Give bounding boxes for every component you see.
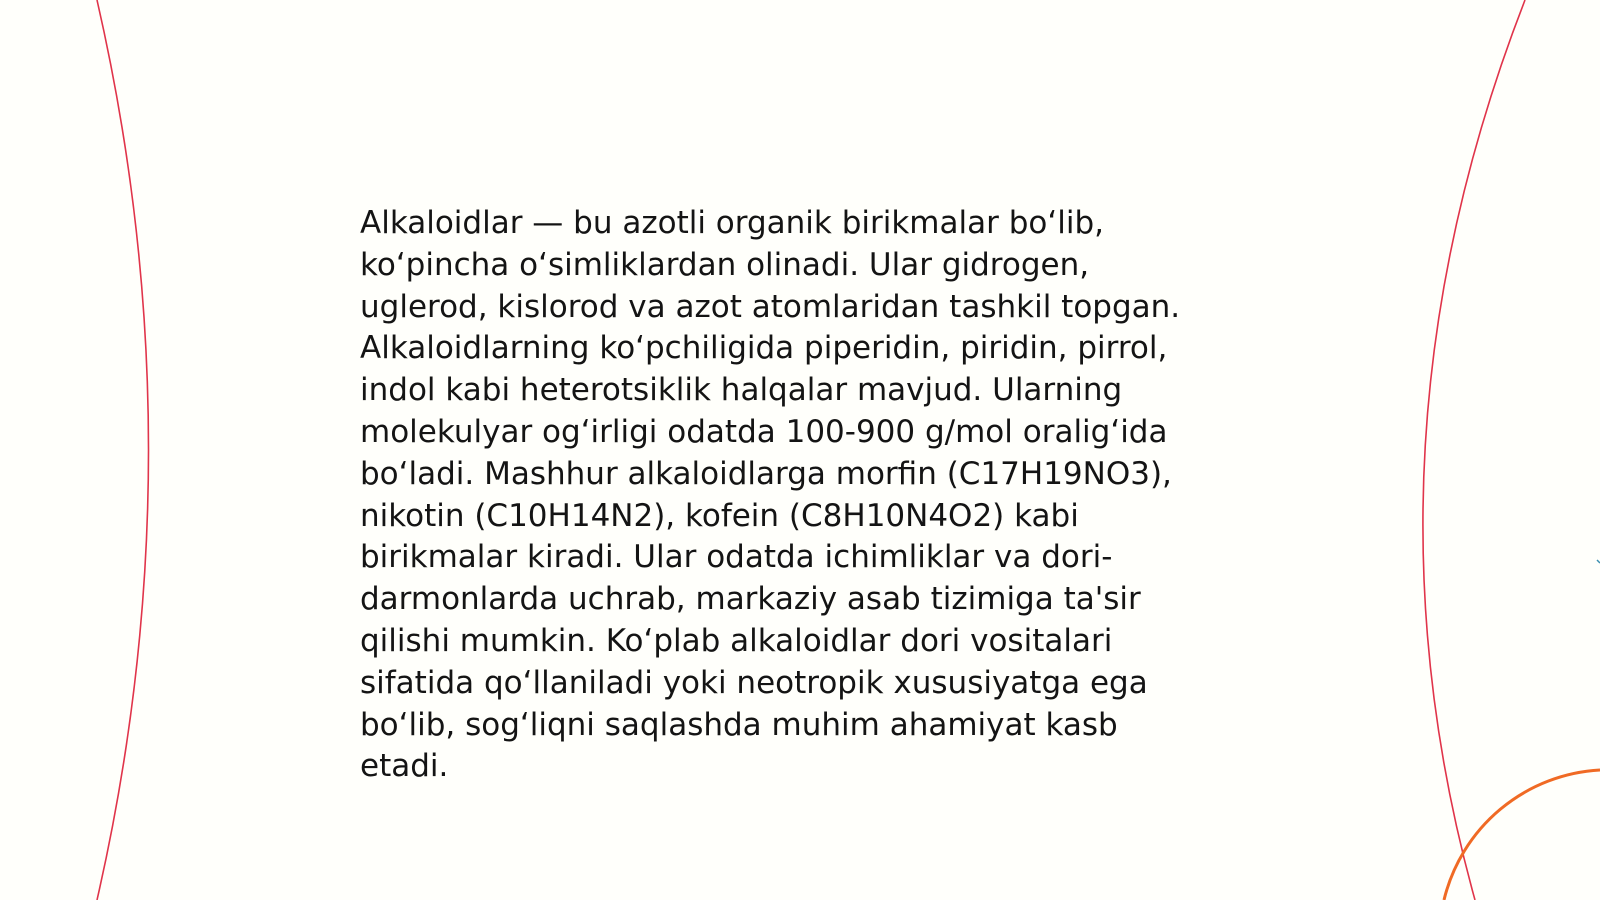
left-decorative-curve bbox=[97, 0, 149, 900]
body-text: Alkaloidlar — bu azotli organik birikmalar bo‘lib, ko‘pincha o‘simliklardan olinadi. Ular gidrogen, uglerod, kislorod va azot atomlaridan tashkil topgan. Alkaloidlarning ko‘pchiligida piperidin, piridin, pirrol, indol kabi heterotsiklik halqalar mavjud. Ularning molekulyar og‘irligi odatda 100-900 g/mol oralig‘ida bo‘ladi. Mashhur alkaloidlarga morfin (C17H19NO3), nikotin (C10H14N2), kofein (C8H10N4O2) kabi birikmalar kiradi. Ular odatda ichimliklar va dori- darmonlarda uchrab, markaziy asab tizimiga ta'sir qilishi mumkin. Ko‘plab alkaloidlar dori vositalari sifatida qo‘llaniladi yoki neotropik xususiyatga ega bo‘lib, sog‘liqni saqlashda muhim ahamiyat kasb etadi. bbox=[360, 205, 1181, 785]
orange-accent-arc bbox=[1444, 770, 1600, 900]
right-decorative-curve bbox=[1423, 0, 1525, 900]
